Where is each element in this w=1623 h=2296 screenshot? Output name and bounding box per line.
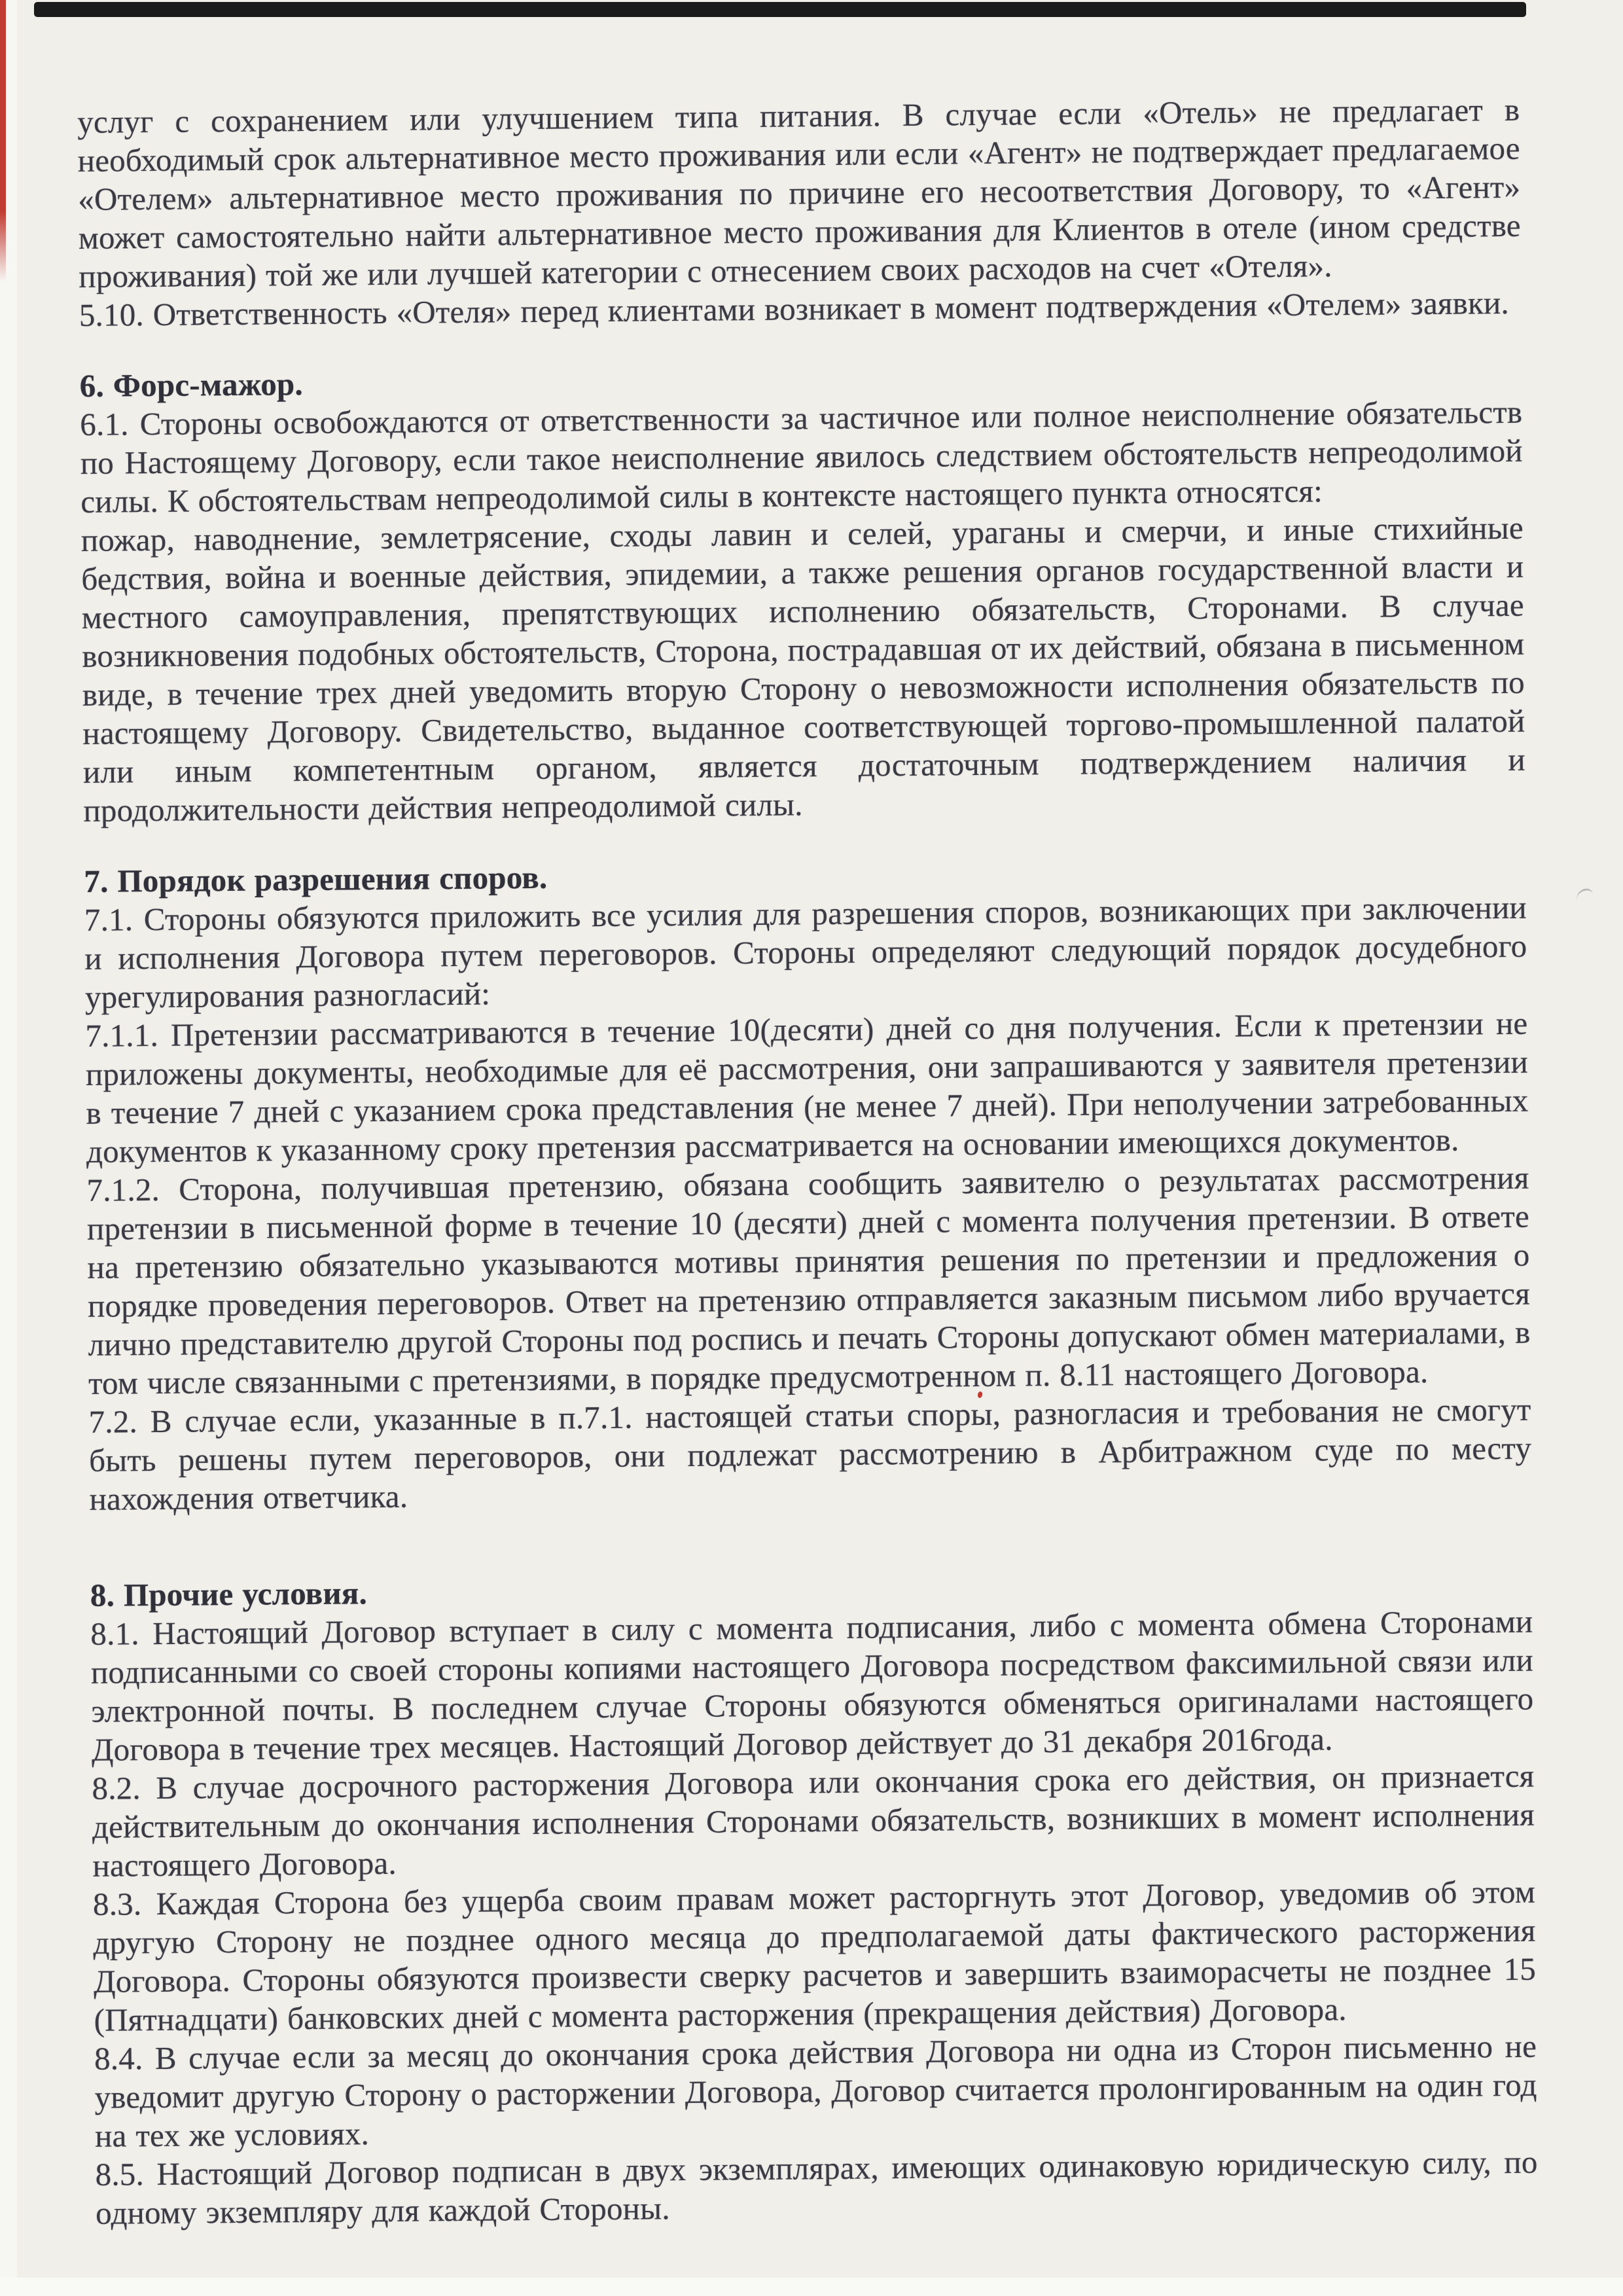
clause-6-1-forcemajeure-list: пожар, наводнение, землетрясение, сходы лавин и селей, ураганы и смерчи, и иные стихийные бедствия, война и военные действия, эпидемии, а также решения органов государственной власти и местного самоуправления, препятствующих исполнению обязательств, Сторонами. В случае возникновения подобных обстоятельств, Сторона, пострадавшая от их действий, обязана в письменном виде, в течение трех дней уведомить вторую Сторону о невозможности исполнения обязательств по настоящему Договору. Свидетельство, выданное соответствующей торгово-промышленной палатой или иным компетентным органом, является достаточным подтверждением наличия и продолжительности действия непреодолимой силы. xyxy=(80,509,1526,829)
clause-7-1-2: 7.1.2. Сторона, получившая претензию, обязана сообщить заявителю о результатах рассмотрения претензии в письменной форме в течение 10 (десяти) дней с момента получения претензии. В ответе на претензию обязательно указываются мотивы принятия решения по претензии и предложения о порядке проведения переговоров. Ответ на претензию отправляется заказным письмом либо вручается лично представителю другой Стороны под роспись и печать Стороны допускают обмен материалами, в том числе связанными с претензиями, в порядке предусмотренном п. 8.11 настоящего Договора. xyxy=(86,1159,1531,1401)
clause-8-4: 8.4. В случае если за месяц до окончания срока действия Договора ни одна из Сторон письменно не уведомит другую Сторону о расторжении Договора, Договор считается пролонгированным на один год на тех же условиях. xyxy=(94,2028,1537,2154)
pencil-squiggle-mark xyxy=(1575,888,1594,901)
clause-7-2: 7.2. В случае если, указанные в п.7.1. настоящей статьи споры, разногласия и требования не смогут быть решены путем переговоров, они подлежат рассмотрению в Арбитражном суде по месту нахождения ответчика. xyxy=(88,1391,1532,1517)
section-8-heading: 8. Прочие условия. xyxy=(90,1575,368,1613)
scan-left-red-strip xyxy=(0,0,6,281)
scanner-left-edge xyxy=(0,0,17,2296)
scanner-bottom-edge xyxy=(0,2278,1623,2296)
clause-8-2: 8.2. В случае досрочного расторжения Договора или окончания срока его действия, он признается действительным до окончания исполнения Сторонами обязательств, возникших в момент исполнения настоящего Договора. xyxy=(92,1757,1535,1884)
clause-6-1: 6.1. Стороны освобождаются от ответственности за частичное или полное неисполнение обязательств по Настоящему Договору, если такое неисполнение явилось следствием обстоятельств непреодолимой силы. К обстоятельствам непреодолимой силы в контексте настоящего пункта относятся: xyxy=(80,393,1523,520)
clause-8-1: 8.1. Настоящий Договор вступает в силу с момента подписания, либо с момента обмена Сторонами подписанными со своей стороны копиями настоящего Договора посредством факсимильной связи или электронной почты. В последнем случае Стороны обязуются обменяться оригиналами настоящего Договора в течение трех месяцев. Настоящий Договор действует до 31 декабря 2016года. xyxy=(90,1603,1534,1768)
clause-8-5: 8.5. Настоящий Договор подписан в двух экземплярах, имеющих одинаковую юридическую силу, по одному экземпляру для каждой Стороны. xyxy=(95,2144,1538,2231)
paragraph-5-9-continuation: услуг с сохранением или улучшением типа питания. В случае если «Отель» не предлагает в необходимый срок альтернативное место проживания или если «Агент» не подтверждает предлагаемое «Отелем» альтернативное место проживания по причине его несоответствия Договору, то «Агент» может самостоятельно найти альтернативное место проживания для Клиентов в отеле (ином средстве проживания) той же или лучшей категории с отнесением своих расходов на счет «Отеля». xyxy=(77,91,1521,295)
clause-7-1-1: 7.1.1. Претензии рассматриваются в течение 10(десяти) дней со дня получения. Если к претензии не приложены документы, необходимые для её рассмотрения, они запрашиваются у заявителя претензии в течение 7 дней с указанием срока представления (не менее 7 дней). При неполучении затребованных документов к указанному сроку претензия рассматривается на основании имеющихся документов. xyxy=(85,1005,1529,1170)
scan-top-shadow-strip xyxy=(34,2,1526,17)
clause-5-10: 5.10. Ответственность «Отеля» перед клиентами возникает в момент подтверждения «Отелем» заявки. xyxy=(79,284,1510,333)
clause-8-3: 8.3. Каждая Сторона без ущерба своим правам может расторгнуть этот Договор, уведомив об этом другую Сторону не позднее одного месяца до предполагаемой даты фактического расторжения Договора. Стороны обязуются произвести сверку расчетов и завершить взаиморасчеты не позднее 15 (Пятнадцати) банковских дней с момента расторжения (прекращения действия) Договора. xyxy=(92,1873,1537,2038)
section-6-heading: 6. Форс-мажор. xyxy=(79,366,304,404)
contract-text-block xyxy=(77,90,1538,2233)
section-7-heading: 7. Порядок разрешения споров. xyxy=(84,859,548,899)
clause-7-1: 7.1. Стороны обязуются приложить все усилия для разрешения споров, возникающих при заключении и исполнения Договора путем переговоров. Стороны определяют следующий порядок досудебного урегулирования разногласий: xyxy=(84,889,1527,1015)
